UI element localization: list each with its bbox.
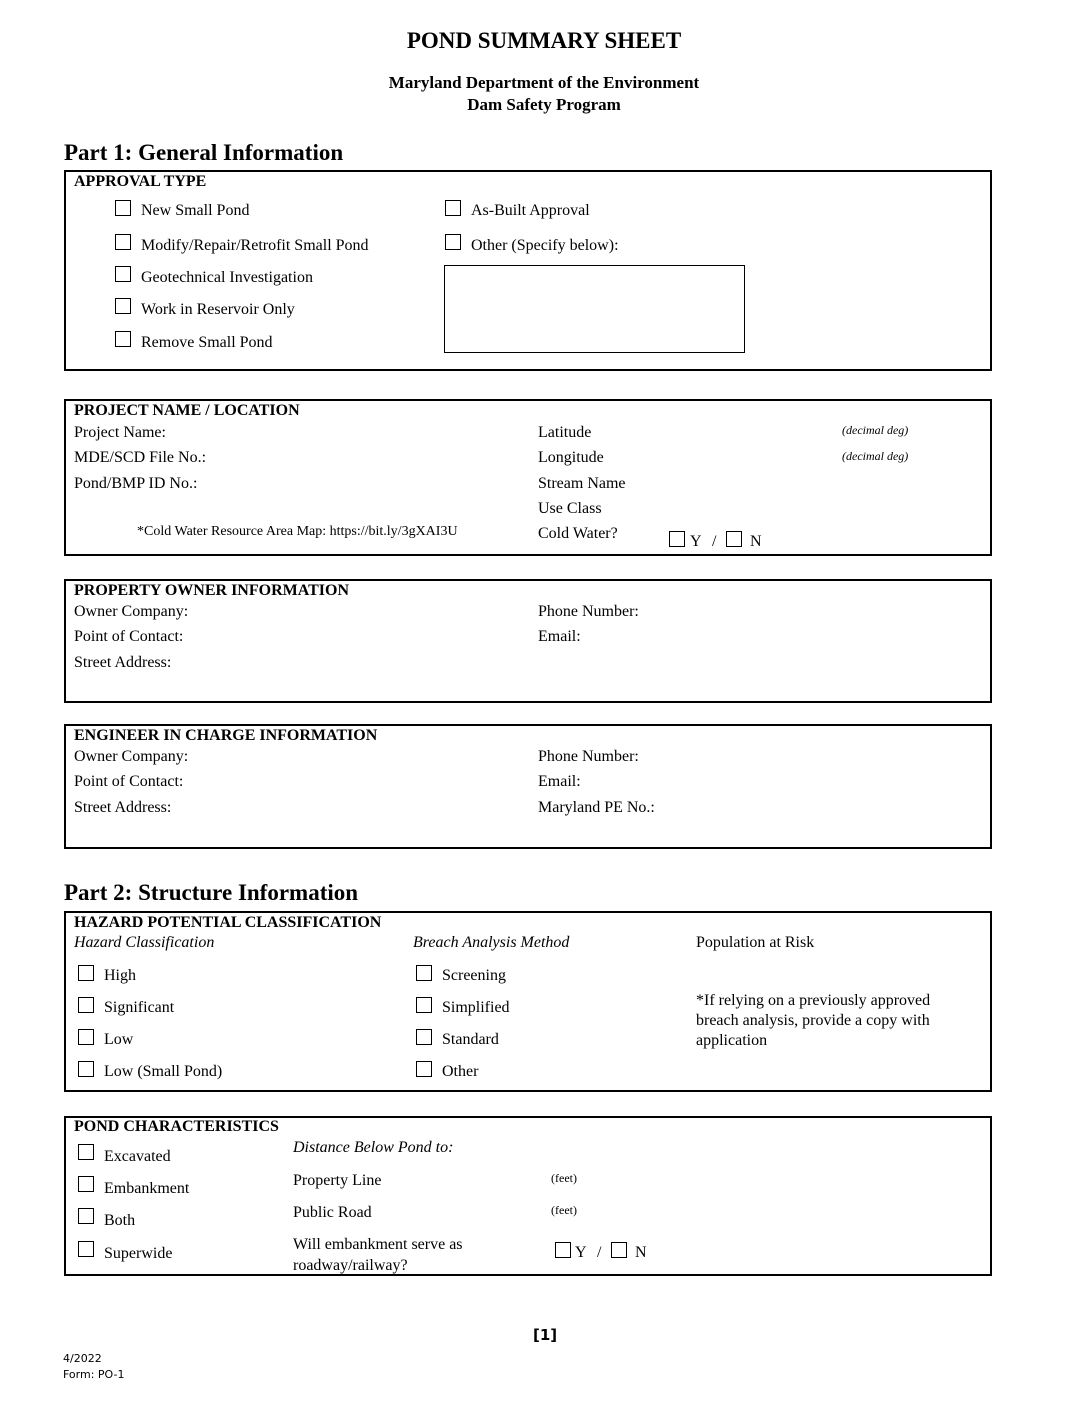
part2-heading: Part 2: Structure Information bbox=[64, 880, 359, 905]
yes-label: Y bbox=[575, 1244, 587, 1261]
cold-water-label: Cold Water? bbox=[538, 525, 618, 542]
engineer-title: ENGINEER IN CHARGE INFORMATION bbox=[74, 727, 378, 744]
checkbox-hazard-high[interactable] bbox=[78, 965, 94, 981]
option-label: Excavated bbox=[104, 1148, 171, 1165]
hazard-classification-title: Hazard Classification bbox=[74, 934, 215, 951]
option-label: High bbox=[104, 967, 136, 984]
option-label: Screening bbox=[442, 967, 506, 984]
option-label: Remove Small Pond bbox=[141, 334, 273, 351]
part1-heading: Part 1: General Information bbox=[64, 140, 344, 165]
engineer-phone-field[interactable]: Phone Number: bbox=[538, 748, 639, 765]
pond-id-field[interactable]: Pond/BMP ID No.: bbox=[74, 475, 198, 492]
longitude-unit: (decimal deg) bbox=[842, 449, 909, 463]
project-name-field[interactable]: Project Name: bbox=[74, 424, 166, 441]
breach-method-title: Breach Analysis Method bbox=[413, 934, 570, 951]
page-number: [1] bbox=[533, 1326, 558, 1344]
property-owner-title: PROPERTY OWNER INFORMATION bbox=[74, 582, 349, 599]
population-at-risk-field[interactable]: Population at Risk bbox=[696, 934, 815, 951]
option-label: Embankment bbox=[104, 1180, 190, 1197]
engineer-address-field[interactable]: Street Address: bbox=[74, 799, 172, 816]
file-number-field[interactable]: MDE/SCD File No.: bbox=[74, 449, 207, 466]
embankment-question-line2: roadway/railway? bbox=[293, 1257, 408, 1274]
option-label: Other bbox=[442, 1063, 479, 1080]
public-road-unit: (feet) bbox=[551, 1203, 577, 1217]
latitude-unit: (decimal deg) bbox=[842, 423, 909, 437]
checkbox-breach-screening[interactable] bbox=[416, 965, 432, 981]
option-label: Work in Reservoir Only bbox=[141, 301, 295, 318]
option-label: New Small Pond bbox=[141, 202, 250, 219]
checkbox-modify-repair-retrofit[interactable] bbox=[115, 234, 131, 250]
agency-name: Maryland Department of the Environment bbox=[388, 73, 700, 92]
option-label: Other (Specify below): bbox=[471, 237, 619, 254]
public-road-field[interactable]: Public Road bbox=[293, 1204, 372, 1221]
checkbox-hazard-significant[interactable] bbox=[78, 997, 94, 1013]
checkbox-superwide[interactable] bbox=[78, 1241, 94, 1257]
project-location-title: PROJECT NAME / LOCATION bbox=[74, 402, 300, 419]
checkbox-geotechnical-investigation[interactable] bbox=[115, 266, 131, 282]
checkbox-hazard-low[interactable] bbox=[78, 1029, 94, 1045]
form-date: 4/2022 bbox=[63, 1352, 102, 1365]
distance-title: Distance Below Pond to: bbox=[293, 1139, 454, 1156]
checkbox-remove-small-pond[interactable] bbox=[115, 331, 131, 347]
option-label: Geotechnical Investigation bbox=[141, 269, 313, 286]
hazard-title: HAZARD POTENTIAL CLASSIFICATION bbox=[74, 914, 382, 931]
checkbox-excavated[interactable] bbox=[78, 1144, 94, 1160]
engineer-pe-number-field[interactable]: Maryland PE No.: bbox=[538, 799, 655, 816]
pond-characteristics-title: POND CHARACTERISTICS bbox=[74, 1118, 279, 1135]
property-line-field[interactable]: Property Line bbox=[293, 1172, 382, 1189]
option-label: Low bbox=[104, 1031, 134, 1048]
owner-phone-field[interactable]: Phone Number: bbox=[538, 603, 639, 620]
option-label: Superwide bbox=[104, 1245, 173, 1262]
checkbox-embankment[interactable] bbox=[78, 1176, 94, 1192]
option-label: Low (Small Pond) bbox=[104, 1063, 223, 1080]
checkbox-work-in-reservoir[interactable] bbox=[115, 298, 131, 314]
owner-contact-field[interactable]: Point of Contact: bbox=[74, 628, 184, 645]
form-number: Form: PO-1 bbox=[63, 1368, 125, 1381]
checkbox-breach-standard[interactable] bbox=[416, 1029, 432, 1045]
use-class-field[interactable]: Use Class bbox=[538, 500, 602, 517]
slash-separator: / bbox=[597, 1244, 602, 1261]
checkbox-new-small-pond[interactable] bbox=[115, 200, 131, 216]
approval-type-title: APPROVAL TYPE bbox=[74, 173, 207, 190]
owner-company-field[interactable]: Owner Company: bbox=[74, 603, 189, 620]
checkbox-cold-water-no[interactable] bbox=[726, 531, 742, 547]
checkbox-breach-simplified[interactable] bbox=[416, 997, 432, 1013]
checkbox-both[interactable] bbox=[78, 1208, 94, 1224]
engineer-contact-field[interactable]: Point of Contact: bbox=[74, 773, 184, 790]
cold-water-map-note: *Cold Water Resource Area Map: https://bit.ly/3gXAI3U bbox=[137, 524, 458, 539]
no-label: N bbox=[635, 1244, 647, 1261]
owner-email-field[interactable]: Email: bbox=[538, 628, 581, 645]
checkbox-hazard-low-small-pond[interactable] bbox=[78, 1061, 94, 1077]
option-label: Modify/Repair/Retrofit Small Pond bbox=[141, 237, 369, 254]
yes-label: Y bbox=[690, 533, 702, 550]
engineer-company-field[interactable]: Owner Company: bbox=[74, 748, 189, 765]
other-specify-textarea[interactable] bbox=[444, 265, 745, 353]
checkbox-embankment-roadway-yes[interactable] bbox=[555, 1242, 571, 1258]
checkbox-breach-other[interactable] bbox=[416, 1061, 432, 1077]
page-title: POND SUMMARY SHEET bbox=[406, 28, 682, 53]
program-name: Dam Safety Program bbox=[467, 95, 621, 114]
pond-characteristics-section bbox=[64, 1116, 992, 1276]
checkbox-other[interactable] bbox=[445, 234, 461, 250]
option-label: As-Built Approval bbox=[471, 202, 590, 219]
checkbox-embankment-roadway-no[interactable] bbox=[611, 1242, 627, 1258]
engineer-email-field[interactable]: Email: bbox=[538, 773, 581, 790]
option-label: Simplified bbox=[442, 999, 510, 1016]
embankment-question-line1: Will embankment serve as bbox=[293, 1236, 463, 1253]
breach-analysis-note: *If relying on a previously approved breach analysis, provide a copy with application bbox=[696, 992, 931, 1049]
checkbox-cold-water-yes[interactable] bbox=[669, 531, 685, 547]
no-label: N bbox=[750, 533, 762, 550]
property-line-unit: (feet) bbox=[551, 1171, 577, 1185]
option-label: Significant bbox=[104, 999, 175, 1016]
option-label: Both bbox=[104, 1212, 136, 1229]
owner-address-field[interactable]: Street Address: bbox=[74, 654, 172, 671]
stream-name-field[interactable]: Stream Name bbox=[538, 475, 626, 492]
longitude-field[interactable]: Longitude bbox=[538, 449, 604, 466]
latitude-field[interactable]: Latitude bbox=[538, 424, 592, 441]
slash-separator: / bbox=[712, 533, 717, 550]
checkbox-as-built-approval[interactable] bbox=[445, 200, 461, 216]
option-label: Standard bbox=[442, 1031, 499, 1048]
